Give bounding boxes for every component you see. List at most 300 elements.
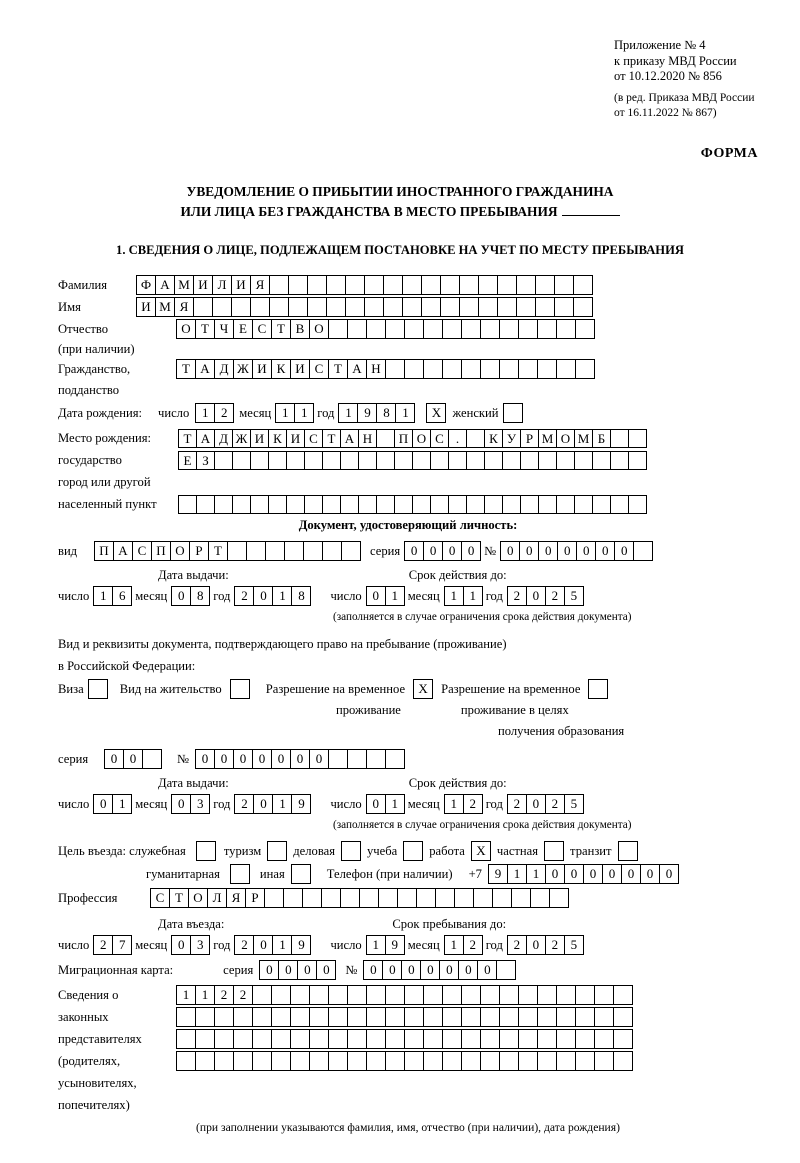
cell[interactable]: Д xyxy=(214,359,234,379)
cell[interactable]: Т xyxy=(328,359,348,379)
cell[interactable]: 1 xyxy=(294,403,314,423)
cell[interactable] xyxy=(303,541,323,561)
cell[interactable] xyxy=(385,749,405,769)
cell[interactable] xyxy=(628,451,647,470)
cell[interactable] xyxy=(326,275,346,295)
purpose-transit-checkbox[interactable] xyxy=(618,841,638,861)
cell[interactable] xyxy=(520,495,539,514)
cell[interactable]: Н xyxy=(366,359,386,379)
cell[interactable] xyxy=(304,451,323,470)
cell[interactable]: 2 xyxy=(507,935,527,955)
cell[interactable] xyxy=(423,985,443,1005)
cell[interactable] xyxy=(537,985,557,1005)
cell[interactable] xyxy=(385,1007,405,1027)
cell[interactable] xyxy=(466,451,485,470)
cell[interactable]: Т xyxy=(271,319,291,339)
cell[interactable]: И xyxy=(231,275,251,295)
cell[interactable]: О xyxy=(188,888,208,908)
cell[interactable]: 0 xyxy=(253,586,273,606)
cell[interactable]: 0 xyxy=(557,541,577,561)
cell[interactable] xyxy=(345,297,365,317)
cell[interactable]: У xyxy=(502,429,521,448)
cell[interactable]: Т xyxy=(322,429,341,448)
cell[interactable] xyxy=(478,297,498,317)
entry-year-input[interactable] xyxy=(234,935,310,955)
cell[interactable]: Т xyxy=(178,429,197,448)
cell[interactable] xyxy=(633,541,653,561)
cell[interactable] xyxy=(358,495,377,514)
cell[interactable]: 2 xyxy=(545,935,565,955)
cell[interactable]: 0 xyxy=(442,541,462,561)
cell[interactable] xyxy=(366,1029,386,1049)
cell[interactable] xyxy=(518,319,538,339)
permit-issue-day-input[interactable] xyxy=(93,794,131,814)
cell[interactable]: 0 xyxy=(195,749,215,769)
cell[interactable]: 7 xyxy=(112,935,132,955)
cell[interactable] xyxy=(423,1007,443,1027)
cell[interactable] xyxy=(496,960,516,980)
cell[interactable] xyxy=(358,451,377,470)
cell[interactable]: Ж xyxy=(233,359,253,379)
cell[interactable] xyxy=(284,541,304,561)
cell[interactable] xyxy=(502,451,521,470)
cell[interactable] xyxy=(461,1051,481,1071)
cell[interactable]: Т xyxy=(176,359,196,379)
cell[interactable] xyxy=(518,359,538,379)
cell[interactable]: 2 xyxy=(545,586,565,606)
cell[interactable]: 1 xyxy=(385,586,405,606)
cell[interactable]: 0 xyxy=(104,749,124,769)
cell[interactable] xyxy=(233,1051,253,1071)
cell[interactable] xyxy=(459,275,479,295)
cell[interactable]: И xyxy=(193,275,213,295)
cell[interactable]: 3 xyxy=(190,935,210,955)
cell[interactable] xyxy=(195,1051,215,1071)
cell[interactable] xyxy=(537,319,557,339)
cell[interactable] xyxy=(304,495,323,514)
cell[interactable]: Д xyxy=(214,429,233,448)
cell[interactable] xyxy=(268,451,287,470)
cell[interactable]: 0 xyxy=(171,935,191,955)
cell[interactable] xyxy=(610,451,629,470)
cell[interactable]: 0 xyxy=(93,794,113,814)
cell[interactable]: 2 xyxy=(233,985,253,1005)
cell[interactable]: А xyxy=(155,275,175,295)
cell[interactable] xyxy=(535,275,555,295)
cell[interactable]: Т xyxy=(195,319,215,339)
cell[interactable] xyxy=(497,275,517,295)
cell[interactable]: Б xyxy=(592,429,611,448)
cell[interactable]: Ф xyxy=(136,275,156,295)
cell[interactable] xyxy=(366,1007,386,1027)
cell[interactable] xyxy=(385,319,405,339)
cell[interactable]: 0 xyxy=(439,960,459,980)
cell[interactable] xyxy=(484,451,503,470)
cell[interactable]: 9 xyxy=(291,794,311,814)
cell[interactable]: 1 xyxy=(463,586,483,606)
cell[interactable]: 1 xyxy=(366,935,386,955)
cell[interactable] xyxy=(421,275,441,295)
cell[interactable] xyxy=(442,319,462,339)
cell[interactable] xyxy=(322,541,342,561)
cell[interactable]: 1 xyxy=(195,403,215,423)
cell[interactable]: 0 xyxy=(458,960,478,980)
cell[interactable]: 2 xyxy=(214,403,234,423)
patronymic-input[interactable] xyxy=(176,319,594,339)
cell[interactable] xyxy=(286,495,305,514)
cell[interactable] xyxy=(480,359,500,379)
cell[interactable] xyxy=(592,451,611,470)
cell[interactable]: Р xyxy=(245,888,265,908)
cell[interactable]: Е xyxy=(233,319,253,339)
cell[interactable] xyxy=(511,888,531,908)
cell[interactable] xyxy=(307,275,327,295)
cell[interactable] xyxy=(394,495,413,514)
cell[interactable] xyxy=(328,1029,348,1049)
cell[interactable] xyxy=(442,1029,462,1049)
sex-male-checkbox[interactable]: X xyxy=(426,403,446,423)
cell[interactable] xyxy=(193,297,213,317)
cell[interactable] xyxy=(613,985,633,1005)
cell[interactable] xyxy=(516,275,536,295)
cell[interactable] xyxy=(530,888,550,908)
cell[interactable]: 0 xyxy=(297,960,317,980)
cell[interactable] xyxy=(575,1007,595,1027)
cell[interactable] xyxy=(340,451,359,470)
cell[interactable] xyxy=(537,1007,557,1027)
cell[interactable] xyxy=(448,451,467,470)
cell[interactable] xyxy=(290,985,310,1005)
cell[interactable] xyxy=(328,1007,348,1027)
cell[interactable] xyxy=(459,297,479,317)
cell[interactable]: 0 xyxy=(602,864,622,884)
cell[interactable] xyxy=(573,297,593,317)
cell[interactable]: 0 xyxy=(500,541,520,561)
cell[interactable] xyxy=(290,1007,310,1027)
cell[interactable]: К xyxy=(268,429,287,448)
cell[interactable] xyxy=(366,319,386,339)
surname-input[interactable] xyxy=(136,275,592,295)
cell[interactable]: М xyxy=(174,275,194,295)
cell[interactable] xyxy=(341,541,361,561)
cell[interactable] xyxy=(176,1029,196,1049)
cell[interactable] xyxy=(518,985,538,1005)
cell[interactable] xyxy=(383,297,403,317)
cell[interactable]: 0 xyxy=(583,864,603,884)
cell[interactable] xyxy=(440,297,460,317)
cell[interactable]: А xyxy=(347,359,367,379)
issue-year-input[interactable] xyxy=(234,586,310,606)
cell[interactable]: 1 xyxy=(444,935,464,955)
cell[interactable]: П xyxy=(94,541,114,561)
residence-checkbox[interactable] xyxy=(230,679,250,699)
entry-month-input[interactable] xyxy=(171,935,209,955)
cell[interactable] xyxy=(271,1007,291,1027)
cell[interactable]: 2 xyxy=(234,586,254,606)
cell[interactable] xyxy=(556,1007,576,1027)
cell[interactable]: А xyxy=(113,541,133,561)
cell[interactable]: 0 xyxy=(382,960,402,980)
cell[interactable] xyxy=(321,888,341,908)
birthplace-row2-input[interactable] xyxy=(178,451,646,470)
citizenship-input[interactable] xyxy=(176,359,594,379)
cell[interactable] xyxy=(442,359,462,379)
cell[interactable] xyxy=(497,297,517,317)
cell[interactable] xyxy=(359,888,379,908)
cell[interactable] xyxy=(412,451,431,470)
cell[interactable] xyxy=(265,541,285,561)
cell[interactable] xyxy=(613,1029,633,1049)
cell[interactable] xyxy=(516,297,536,317)
cell[interactable]: 0 xyxy=(614,541,634,561)
cell[interactable] xyxy=(440,275,460,295)
cell[interactable] xyxy=(232,495,251,514)
cell[interactable]: 0 xyxy=(271,749,291,769)
cell[interactable] xyxy=(556,451,575,470)
cell[interactable]: 1 xyxy=(275,403,295,423)
cell[interactable]: 0 xyxy=(278,960,298,980)
cell[interactable]: Я xyxy=(174,297,194,317)
cell[interactable]: Т xyxy=(169,888,189,908)
cell[interactable]: 0 xyxy=(214,749,234,769)
cell[interactable]: М xyxy=(574,429,593,448)
cell[interactable]: 0 xyxy=(253,794,273,814)
cell[interactable] xyxy=(435,888,455,908)
cell[interactable] xyxy=(366,1051,386,1071)
cell[interactable] xyxy=(412,495,431,514)
cell[interactable] xyxy=(574,451,593,470)
cell[interactable] xyxy=(499,1007,519,1027)
cell[interactable] xyxy=(404,359,424,379)
cell[interactable] xyxy=(347,319,367,339)
cell[interactable]: 2 xyxy=(214,985,234,1005)
purpose-study-checkbox[interactable] xyxy=(403,841,423,861)
legal-reps-row3-input[interactable] xyxy=(176,1029,632,1049)
cell[interactable] xyxy=(466,429,485,448)
cell[interactable]: 0 xyxy=(123,749,143,769)
cell[interactable]: Л xyxy=(207,888,227,908)
legal-reps-row1-input[interactable] xyxy=(176,985,632,1005)
cell[interactable] xyxy=(347,749,367,769)
cell[interactable]: 0 xyxy=(316,960,336,980)
cell[interactable] xyxy=(402,297,422,317)
cell[interactable] xyxy=(309,1029,329,1049)
cell[interactable] xyxy=(480,319,500,339)
cell[interactable]: 0 xyxy=(363,960,383,980)
cell[interactable] xyxy=(537,359,557,379)
cell[interactable] xyxy=(178,495,197,514)
cell[interactable]: О xyxy=(412,429,431,448)
migration-series-input[interactable] xyxy=(259,960,335,980)
cell[interactable]: Р xyxy=(189,541,209,561)
cell[interactable]: П xyxy=(394,429,413,448)
cell[interactable] xyxy=(214,1051,234,1071)
name-input[interactable] xyxy=(136,297,592,317)
cell[interactable] xyxy=(212,297,232,317)
cell[interactable] xyxy=(404,1051,424,1071)
cell[interactable]: Н xyxy=(358,429,377,448)
cell[interactable]: С xyxy=(252,319,272,339)
purpose-service-checkbox[interactable] xyxy=(196,841,216,861)
cell[interactable]: 0 xyxy=(420,960,440,980)
cell[interactable]: 1 xyxy=(444,586,464,606)
cell[interactable] xyxy=(461,1029,481,1049)
valid-day-input[interactable] xyxy=(366,586,404,606)
purpose-other-checkbox[interactable] xyxy=(291,864,311,884)
cell[interactable]: . xyxy=(448,429,467,448)
birth-day-input[interactable] xyxy=(195,403,233,423)
cell[interactable] xyxy=(264,888,284,908)
cell[interactable]: 1 xyxy=(272,935,292,955)
cell[interactable]: 0 xyxy=(564,864,584,884)
cell[interactable] xyxy=(268,495,287,514)
cell[interactable]: 1 xyxy=(195,985,215,1005)
legal-reps-row2-input[interactable] xyxy=(176,1007,632,1027)
visa-checkbox[interactable] xyxy=(88,679,108,699)
birth-year-input[interactable] xyxy=(338,403,414,423)
cell[interactable]: 1 xyxy=(176,985,196,1005)
cell[interactable]: М xyxy=(538,429,557,448)
purpose-tourism-checkbox[interactable] xyxy=(267,841,287,861)
cell[interactable] xyxy=(556,359,576,379)
cell[interactable] xyxy=(575,359,595,379)
cell[interactable] xyxy=(288,275,308,295)
cell[interactable] xyxy=(271,1029,291,1049)
cell[interactable]: С xyxy=(150,888,170,908)
cell[interactable] xyxy=(480,985,500,1005)
cell[interactable] xyxy=(309,1007,329,1027)
cell[interactable] xyxy=(290,1029,310,1049)
cell[interactable] xyxy=(283,888,303,908)
cell[interactable] xyxy=(176,1007,196,1027)
cell[interactable] xyxy=(402,275,422,295)
cell[interactable]: 0 xyxy=(366,794,386,814)
cell[interactable] xyxy=(385,1029,405,1049)
cell[interactable] xyxy=(404,319,424,339)
cell[interactable] xyxy=(423,1029,443,1049)
cell[interactable]: 6 xyxy=(112,586,132,606)
cell[interactable] xyxy=(556,985,576,1005)
cell[interactable] xyxy=(484,495,503,514)
purpose-business-checkbox[interactable] xyxy=(341,841,361,861)
cell[interactable] xyxy=(592,495,611,514)
cell[interactable] xyxy=(195,1007,215,1027)
permit-issue-year-input[interactable] xyxy=(234,794,310,814)
temp-residence-checkbox[interactable]: X xyxy=(413,679,433,699)
cell[interactable] xyxy=(499,1029,519,1049)
cell[interactable] xyxy=(473,888,493,908)
cell[interactable]: 0 xyxy=(309,749,329,769)
cell[interactable]: 0 xyxy=(404,541,424,561)
cell[interactable]: 2 xyxy=(507,586,527,606)
cell[interactable] xyxy=(610,429,629,448)
cell[interactable]: 0 xyxy=(477,960,497,980)
cell[interactable] xyxy=(535,297,555,317)
cell[interactable] xyxy=(290,1051,310,1071)
cell[interactable] xyxy=(271,985,291,1005)
cell[interactable]: И xyxy=(290,359,310,379)
edu-residence-checkbox[interactable] xyxy=(588,679,608,699)
cell[interactable]: С xyxy=(304,429,323,448)
cell[interactable] xyxy=(556,495,575,514)
cell[interactable]: 1 xyxy=(385,794,405,814)
permit-valid-day-input[interactable] xyxy=(366,794,404,814)
cell[interactable] xyxy=(288,297,308,317)
cell[interactable] xyxy=(538,451,557,470)
cell[interactable] xyxy=(499,1051,519,1071)
cell[interactable] xyxy=(307,297,327,317)
permit-number-input[interactable] xyxy=(195,749,404,769)
cell[interactable]: И xyxy=(136,297,156,317)
cell[interactable]: Ж xyxy=(232,429,251,448)
cell[interactable] xyxy=(538,495,557,514)
cell[interactable] xyxy=(416,888,436,908)
cell[interactable]: 0 xyxy=(595,541,615,561)
cell[interactable] xyxy=(252,985,272,1005)
cell[interactable] xyxy=(518,1051,538,1071)
cell[interactable] xyxy=(610,495,629,514)
cell[interactable] xyxy=(448,495,467,514)
cell[interactable] xyxy=(461,985,481,1005)
cell[interactable]: 1 xyxy=(507,864,527,884)
cell[interactable] xyxy=(250,451,269,470)
cell[interactable]: 1 xyxy=(112,794,132,814)
cell[interactable] xyxy=(461,319,481,339)
cell[interactable]: 0 xyxy=(545,864,565,884)
cell[interactable] xyxy=(466,495,485,514)
cell[interactable]: К xyxy=(484,429,503,448)
cell[interactable] xyxy=(404,985,424,1005)
cell[interactable] xyxy=(142,749,162,769)
cell[interactable] xyxy=(252,1007,272,1027)
cell[interactable]: Л xyxy=(212,275,232,295)
cell[interactable]: С xyxy=(430,429,449,448)
cell[interactable] xyxy=(442,1051,462,1071)
cell[interactable]: 8 xyxy=(291,586,311,606)
cell[interactable] xyxy=(252,1051,272,1071)
cell[interactable]: 2 xyxy=(463,794,483,814)
cell[interactable] xyxy=(250,297,270,317)
cell[interactable] xyxy=(480,1051,500,1071)
birth-month-input[interactable] xyxy=(275,403,313,423)
cell[interactable] xyxy=(269,275,289,295)
cell[interactable]: Р xyxy=(520,429,539,448)
cell[interactable] xyxy=(328,985,348,1005)
cell[interactable] xyxy=(554,275,574,295)
cell[interactable] xyxy=(227,541,247,561)
cell[interactable]: 1 xyxy=(395,403,415,423)
cell[interactable] xyxy=(573,275,593,295)
cell[interactable] xyxy=(286,451,305,470)
cell[interactable] xyxy=(480,1007,500,1027)
cell[interactable] xyxy=(376,495,395,514)
cell[interactable]: 2 xyxy=(93,935,113,955)
cell[interactable] xyxy=(383,275,403,295)
cell[interactable] xyxy=(302,888,322,908)
birthplace-row3-input[interactable] xyxy=(178,495,646,514)
purpose-work-checkbox[interactable]: X xyxy=(471,841,491,861)
cell[interactable] xyxy=(214,451,233,470)
cell[interactable]: 8 xyxy=(376,403,396,423)
cell[interactable]: 1 xyxy=(272,794,292,814)
cell[interactable] xyxy=(252,1029,272,1049)
cell[interactable] xyxy=(269,297,289,317)
cell[interactable] xyxy=(518,1029,538,1049)
cell[interactable] xyxy=(196,495,215,514)
cell[interactable]: 0 xyxy=(252,749,272,769)
cell[interactable] xyxy=(492,888,512,908)
cell[interactable]: 0 xyxy=(290,749,310,769)
